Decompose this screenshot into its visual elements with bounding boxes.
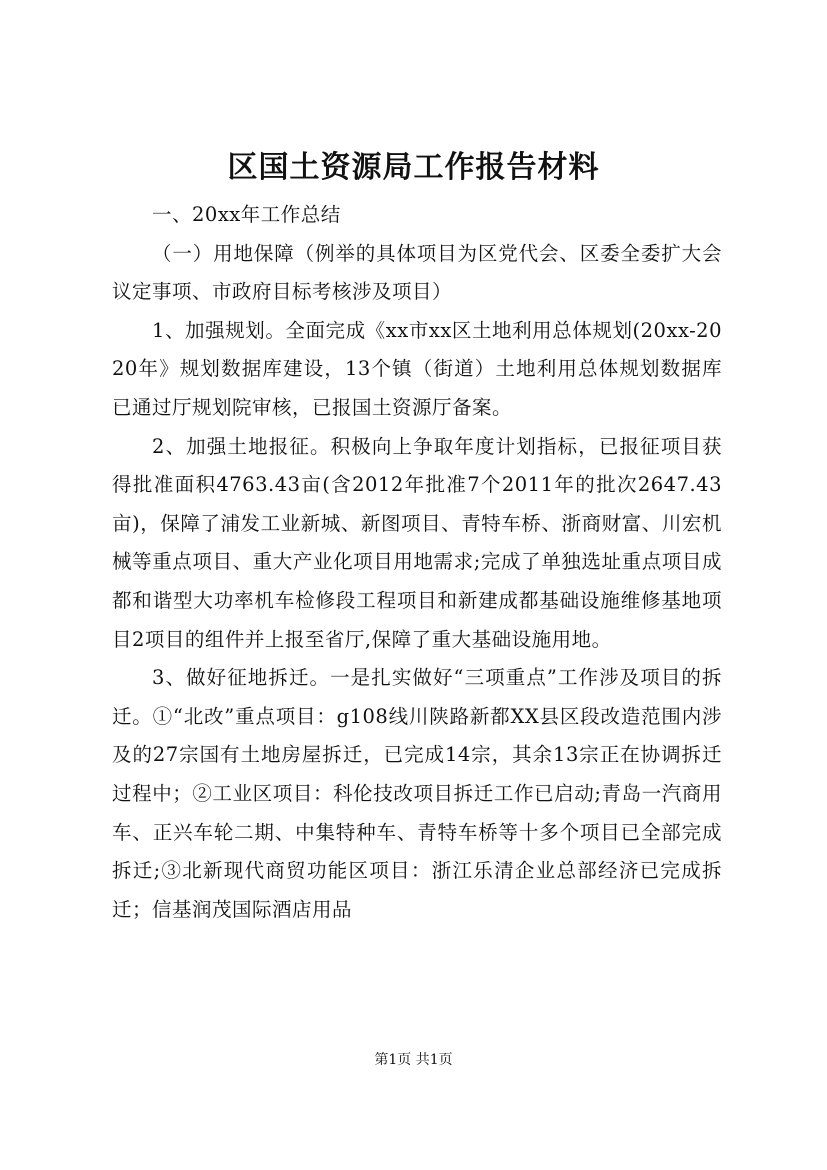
document-title: 区国土资源局工作报告材料 — [227, 150, 600, 185]
page-footer: 第1页 共1页 — [374, 1052, 453, 1068]
paragraph-planning: 1、加强规划。全面完成《xx市xx区土地利用总体规划(20xx-2020年》规划数据库建设，13个镇（街道）土地利用总体规划数据库已通过厅规划院审核，已报国土资源厅备案。 — [112, 318, 722, 419]
subsection-heading: （一）用地保障（例举的具体项目为区党代会、区委全委扩大会议定事项、市政府目标考核涉及项目） — [112, 241, 722, 304]
section-heading: 一、20xx年工作总结 — [152, 203, 341, 226]
paragraph-land-requisition: 2、加强土地报征。积极向上争取年度计划指标，已报征项目获得批准面积4763.43亩(含2012年批准7个2011年的批次2647.43亩)，保障了浦发工业新城、新图项目、青特车桥、浙商财富、川宏机械等重点项目、重大产业化项目用地需求;完成了单独选址重点项目成都和谐型大功率机车检修段工程项目和新建成都基础设施维修基地项目2项目的组件并上报至省厅,保障了重大基础设施用地。 — [112, 434, 722, 651]
document-body — [112, 196, 722, 929]
paragraph-demolition: 3、做好征地拆迁。一是扎实做好“三项重点”工作涉及项目的拆迁。①“北改”重点项目：g108线川陕路新都XX县区段改造范围内涉及的27宗国有土地房屋拆迁，已完成14宗，其余13宗正在协调拆迁过程中；②工业区项目：科伦技改项目拆迁工作已启动;青岛一汽商用车、正兴车轮二期、中集特种车、青特车桥等十多个项目已全部完成拆迁;③北新现代商贸功能区项目：浙江乐清企业总部经济已完成拆迁；信基润茂国际酒店用品 — [112, 666, 722, 921]
